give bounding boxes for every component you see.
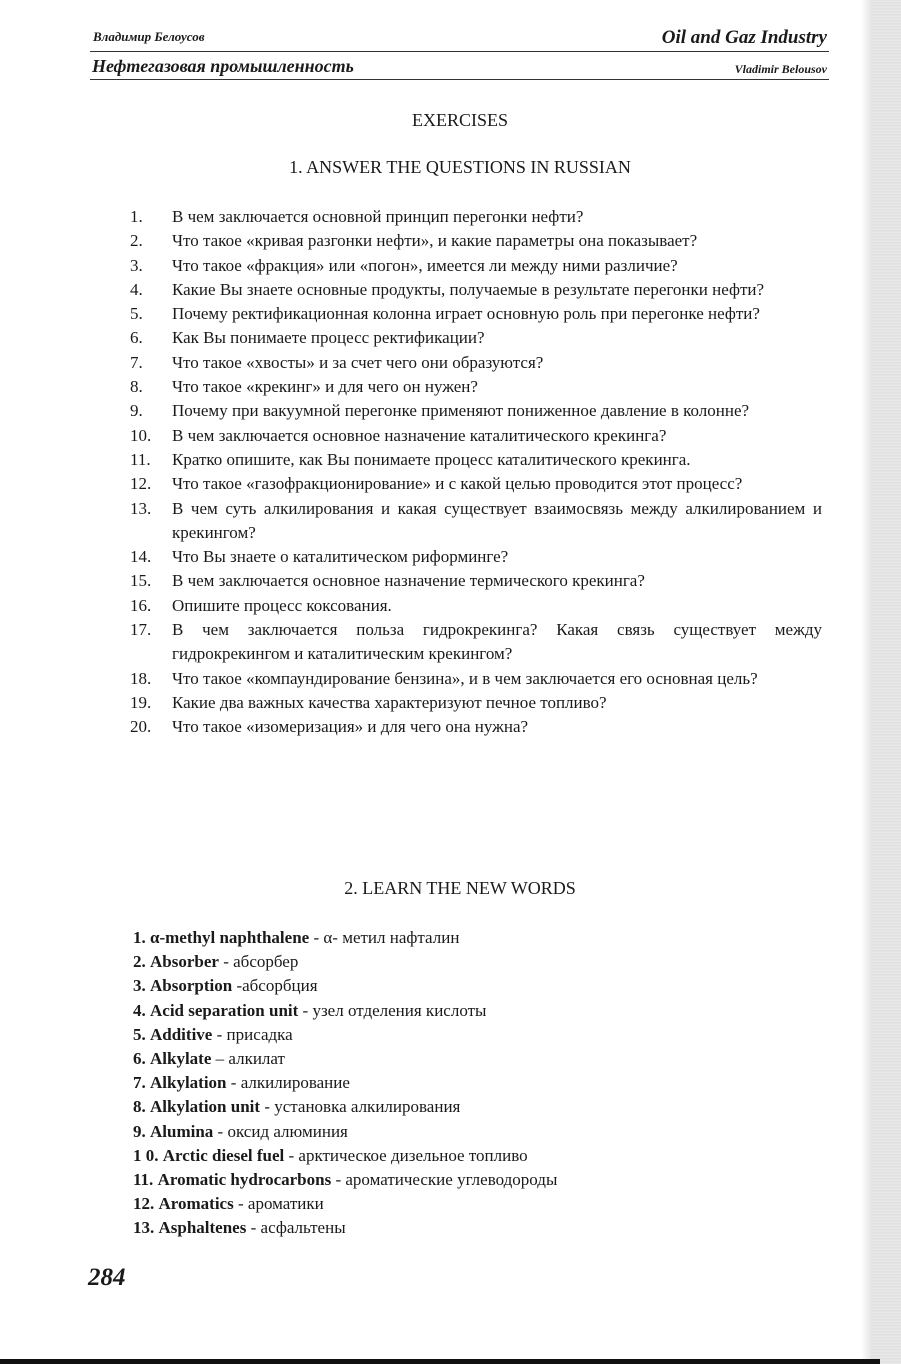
- question-text: В чем заключается основное назначение термического крекинга?: [172, 571, 645, 591]
- page-bottom-border: [0, 1359, 880, 1364]
- question-text: Что такое «изомеризация» и для чего она нужна?: [172, 717, 529, 737]
- header-title-ru: Нефтегазовая промышленность: [92, 56, 354, 76]
- vocabulary-number: 6.: [133, 1049, 146, 1069]
- question-text: Что такое «фракция» или «погон», имеется ли между ними различие?: [172, 255, 678, 275]
- vocabulary-translation: алкилирование: [240, 1073, 350, 1093]
- question-item: [130, 424, 822, 448]
- vocabulary-translation: алкилат: [228, 1049, 285, 1069]
- question-item: [130, 472, 822, 496]
- vocabulary-number: 3.: [133, 976, 146, 996]
- header-author-en: Vladimir Belousov: [734, 62, 827, 76]
- vocabulary-translation: ароматики: [247, 1194, 324, 1214]
- question-text: В чем заключается польза гидрокрекинга? Какая связь существует между гидрокрекингом и каталитическим крекингом?: [172, 620, 822, 664]
- vocabulary-term: Alkylation: [150, 1073, 227, 1093]
- vocabulary-separator: -: [226, 1073, 241, 1093]
- header-title-en: Oil and Gaz Industry: [661, 27, 827, 48]
- question-text: Кратко опишите, как Вы понимаете процесс каталитического крекинга.: [172, 449, 691, 469]
- question-number: 3.: [130, 255, 143, 275]
- question-item: [130, 399, 822, 423]
- question-item: [130, 497, 822, 546]
- question-number: 2.: [130, 231, 143, 251]
- question-number: 4.: [130, 279, 143, 299]
- question-text: В чем суть алкилирования и какая существует взаимосвязь между алкилированием и крекингом?: [172, 498, 822, 542]
- question-number: 9.: [130, 401, 143, 421]
- header-author-ru: Владимир Белоусов: [93, 29, 205, 44]
- question-number: 6.: [130, 328, 143, 348]
- question-number: 7.: [130, 352, 143, 372]
- question-number: 20.: [130, 717, 152, 737]
- question-number: 8.: [130, 377, 143, 397]
- vocabulary-translation: узел отделения кислоты: [312, 1000, 487, 1020]
- question-item: [130, 691, 822, 715]
- question-number: 1.: [130, 207, 143, 226]
- question-item: [130, 229, 822, 253]
- question-text: В чем заключается основной принцип перегонки нефти?: [172, 207, 584, 226]
- question-item: [130, 326, 822, 350]
- vocabulary-number: 1 0.: [133, 1145, 159, 1165]
- question-item: [130, 667, 822, 691]
- vocabulary-term: Asphaltenes: [158, 1218, 247, 1238]
- vocabulary-number: 5.: [133, 1024, 146, 1044]
- question-text: Что Вы знаете о каталитическом риформинге?: [172, 547, 509, 567]
- vocabulary-item: [133, 950, 733, 974]
- questions-list: [130, 205, 822, 740]
- vocabulary-separator: -: [284, 1145, 299, 1165]
- vocabulary-translation: α- метил нафталин: [323, 928, 460, 947]
- question-item: [130, 448, 822, 472]
- question-text: Как Вы понимаете процесс ректификации?: [172, 328, 485, 348]
- question-number: 15.: [130, 571, 152, 591]
- vocabulary-item: [133, 1047, 733, 1071]
- question-text: Какие два важных качества характеризуют печное топливо?: [172, 692, 607, 712]
- vocabulary-translation: оксид алюминия: [227, 1121, 348, 1141]
- vocabulary-separator: -: [212, 1024, 227, 1044]
- vocabulary-item: [133, 999, 733, 1023]
- question-text: Что такое «крекинг» и для чего он нужен?: [172, 377, 478, 397]
- vocabulary-number: 4.: [133, 1000, 146, 1020]
- vocabulary-term: Absorption: [150, 976, 233, 996]
- vocabulary-term: Arctic diesel fuel: [162, 1145, 285, 1165]
- question-number: 18.: [130, 668, 152, 688]
- vocabulary-item: [133, 926, 733, 950]
- question-text: В чем заключается основное назначение каталитического крекинга?: [172, 425, 667, 445]
- question-text: Что такое «кривая разгонки нефти», и какие параметры она показывает?: [172, 231, 698, 251]
- vocabulary-item: [133, 1168, 733, 1192]
- vocabulary-translation: ароматические углеводороды: [345, 1170, 558, 1190]
- question-number: 12.: [130, 474, 152, 494]
- vocabulary-term: Aromatic hydrocarbons: [157, 1170, 332, 1190]
- vocabulary-number: 7.: [133, 1073, 146, 1093]
- question-text: Почему ректификационная колонна играет основную роль при перегонке нефти?: [172, 304, 760, 324]
- vocabulary-separator: -: [218, 952, 234, 972]
- vocabulary-number: 8.: [133, 1097, 146, 1117]
- header-rule-top: [90, 51, 829, 52]
- vocabulary-separator: -: [213, 1121, 228, 1141]
- question-text: Почему при вакуумной перегонке применяют пониженное давление в колонне?: [172, 401, 750, 421]
- vocabulary-number: 13.: [133, 1218, 155, 1238]
- question-number: 19.: [130, 692, 152, 712]
- vocabulary-item: [133, 974, 733, 998]
- vocabulary-term: Alkylation unit: [150, 1097, 261, 1117]
- question-number: 14.: [130, 547, 152, 567]
- vocabulary-separator: -: [298, 1000, 313, 1020]
- question-item: [130, 375, 822, 399]
- question-text: Какие Вы знаете основные продукты, получаемые в результате перегонки нефти?: [172, 279, 765, 299]
- vocabulary-number: 2.: [133, 952, 146, 972]
- vocabulary-item: [133, 1071, 733, 1095]
- vocabulary-translation: асфальтены: [260, 1218, 346, 1238]
- question-item: [130, 278, 822, 302]
- vocabulary-number: 9.: [133, 1121, 146, 1141]
- vocabulary-term: Aromatics: [158, 1194, 234, 1214]
- question-item: [130, 351, 822, 375]
- vocabulary-translation: арктическое дизельное топливо: [298, 1145, 528, 1165]
- vocabulary-item: [133, 1144, 733, 1168]
- vocabulary-separator: –: [211, 1049, 229, 1069]
- question-item: [130, 715, 822, 739]
- page-number: 284: [88, 1264, 126, 1291]
- question-text: Что такое «газофракционирование» и с какой целью проводится этот процесс?: [172, 474, 743, 494]
- question-text: Что такое «хвосты» и за счет чего они образуются?: [172, 352, 544, 372]
- question-item: [130, 254, 822, 278]
- question-item: [130, 594, 822, 618]
- exercises-heading: EXERCISES: [411, 110, 508, 130]
- vocabulary-item: [133, 1023, 733, 1047]
- question-item: [130, 569, 822, 593]
- vocabulary-item: [133, 1192, 733, 1216]
- question-item: [130, 205, 822, 229]
- question-number: 17.: [130, 620, 152, 640]
- question-number: 5.: [130, 304, 143, 324]
- vocabulary-separator: -: [232, 976, 243, 996]
- question-number: 11.: [130, 449, 151, 469]
- vocabulary-list: [133, 926, 733, 1241]
- vocabulary-separator: -: [331, 1170, 346, 1190]
- question-number: 10.: [130, 425, 152, 445]
- vocabulary-term: Alumina: [150, 1121, 214, 1141]
- vocabulary-translation: абсорбция: [242, 976, 318, 996]
- vocabulary-term: Acid separation unit: [150, 1000, 299, 1020]
- vocabulary-separator: -: [260, 1097, 275, 1117]
- new-words-heading: 2. LEARN THE NEW WORDS: [344, 878, 576, 898]
- question-item: [130, 545, 822, 569]
- vocabulary-term: Alkylate: [150, 1049, 212, 1069]
- vocabulary-term: α-methyl naphthalene: [150, 928, 310, 947]
- vocabulary-translation: абсорбер: [233, 952, 299, 972]
- header-rule-bottom: [90, 79, 829, 80]
- vocabulary-item: [133, 1095, 733, 1119]
- vocabulary-separator: -: [233, 1194, 248, 1214]
- vocabulary-translation: присадка: [226, 1024, 293, 1044]
- question-text: Что такое «компаундирование бензина», и в чем заключается его основная цель?: [172, 668, 758, 688]
- question-number: 16.: [130, 595, 152, 615]
- questions-heading: 1. ANSWER THE QUESTIONS IN RUSSIAN: [289, 157, 631, 177]
- question-text: Опишите процесс коксования.: [172, 595, 392, 615]
- question-item: [130, 302, 822, 326]
- scanned-page-edge: [871, 0, 901, 1364]
- vocabulary-term: Absorber: [150, 952, 219, 972]
- vocabulary-separator: -: [246, 1218, 261, 1238]
- vocabulary-number: 11.: [133, 1170, 154, 1190]
- vocabulary-number: 1.: [133, 928, 146, 947]
- vocabulary-item: [133, 1120, 733, 1144]
- question-number: 13.: [130, 498, 152, 518]
- scanned-page-shadow: [861, 0, 871, 1364]
- vocabulary-number: 12.: [133, 1194, 155, 1214]
- vocabulary-term: Additive: [150, 1024, 213, 1044]
- vocabulary-item: [133, 1216, 733, 1240]
- question-item: [130, 618, 822, 667]
- vocabulary-separator: -: [309, 928, 324, 947]
- vocabulary-translation: установка алкилирования: [274, 1097, 461, 1117]
